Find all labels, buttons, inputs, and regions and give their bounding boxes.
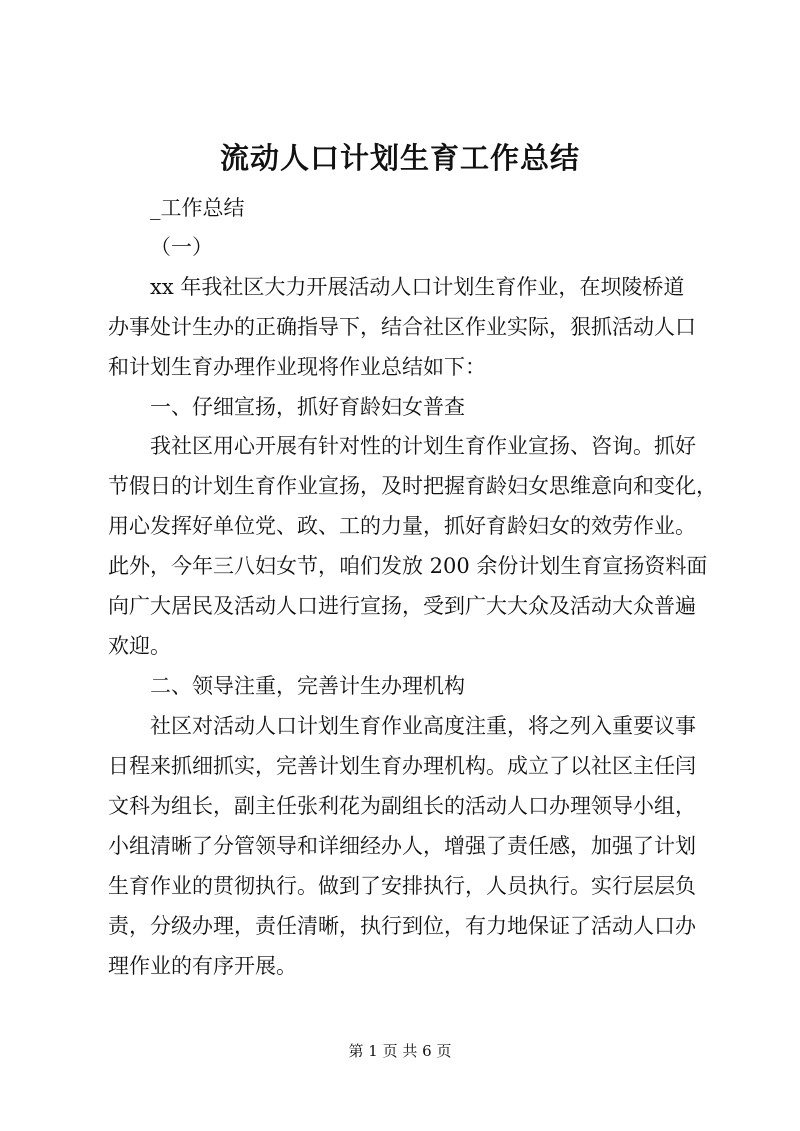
subtitle: _工作总结 xyxy=(150,196,245,220)
paragraph-line-13: 小组清晰了分管领导和详细经办人，增强了责任感，加强了计划 xyxy=(108,834,696,858)
paragraph-line-15: 责，分级办理，责任清晰，执行到位，有力地保证了活动人口办 xyxy=(108,914,696,938)
paragraph-line-1: xx 年我社区大力开展活动人口计划生育作业，在坝陵桥道 xyxy=(150,275,685,299)
paragraph-line-3: 和计划生育办理作业现将作业总结如下： xyxy=(108,355,486,379)
paragraph-line-9: 欢迎。 xyxy=(108,634,171,658)
paragraph-line-8: 向广大居民及活动人口进行宣扬，受到广大大众及活动大众普遍 xyxy=(108,594,696,618)
paragraph-line-11: 日程来抓细抓实，完善计划生育办理机构。成立了以社区主任闫 xyxy=(108,754,696,778)
paragraph-line-16: 理作业的有序开展。 xyxy=(108,954,297,978)
paragraph-line-10: 社区对活动人口计划生育作业高度注重，将之列入重要议事 xyxy=(150,714,696,738)
document-title: 流动人口计划生育工作总结 xyxy=(219,141,580,175)
page-footer: 第 1 页 共 6 页 xyxy=(348,1042,452,1060)
paragraph-line-5: 节假日的计划生育作业宣扬，及时把握育龄妇女思维意向和变化， xyxy=(108,474,717,498)
paragraph-line-2: 办事处计生办的正确指导下，结合社区作业实际，狠抓活动人口 xyxy=(108,315,696,339)
paragraph-line-4: 我社区用心开展有针对性的计划生育作业宣扬、咨询。抓好 xyxy=(150,434,696,458)
paragraph-line-6: 用心发挥好单位党、政、工的力量，抓好育龄妇女的效劳作业。 xyxy=(108,514,696,538)
section-heading-2: 二、领导注重，完善计生办理机构 xyxy=(150,674,465,698)
section-heading-1: 一、仔细宣扬，抓好育龄妇女普查 xyxy=(150,395,465,419)
paragraph-line-14: 生育作业的贯彻执行。做到了安排执行，人员执行。实行层层负 xyxy=(108,874,696,898)
paragraph-line-12: 文科为组长，副主任张利花为副组长的活动人口办理领导小组， xyxy=(108,794,696,818)
section-number: （一） xyxy=(150,235,213,259)
paragraph-line-7: 此外，今年三八妇女节，咱们发放 200 余份计划生育宣扬资料面 xyxy=(108,554,708,578)
